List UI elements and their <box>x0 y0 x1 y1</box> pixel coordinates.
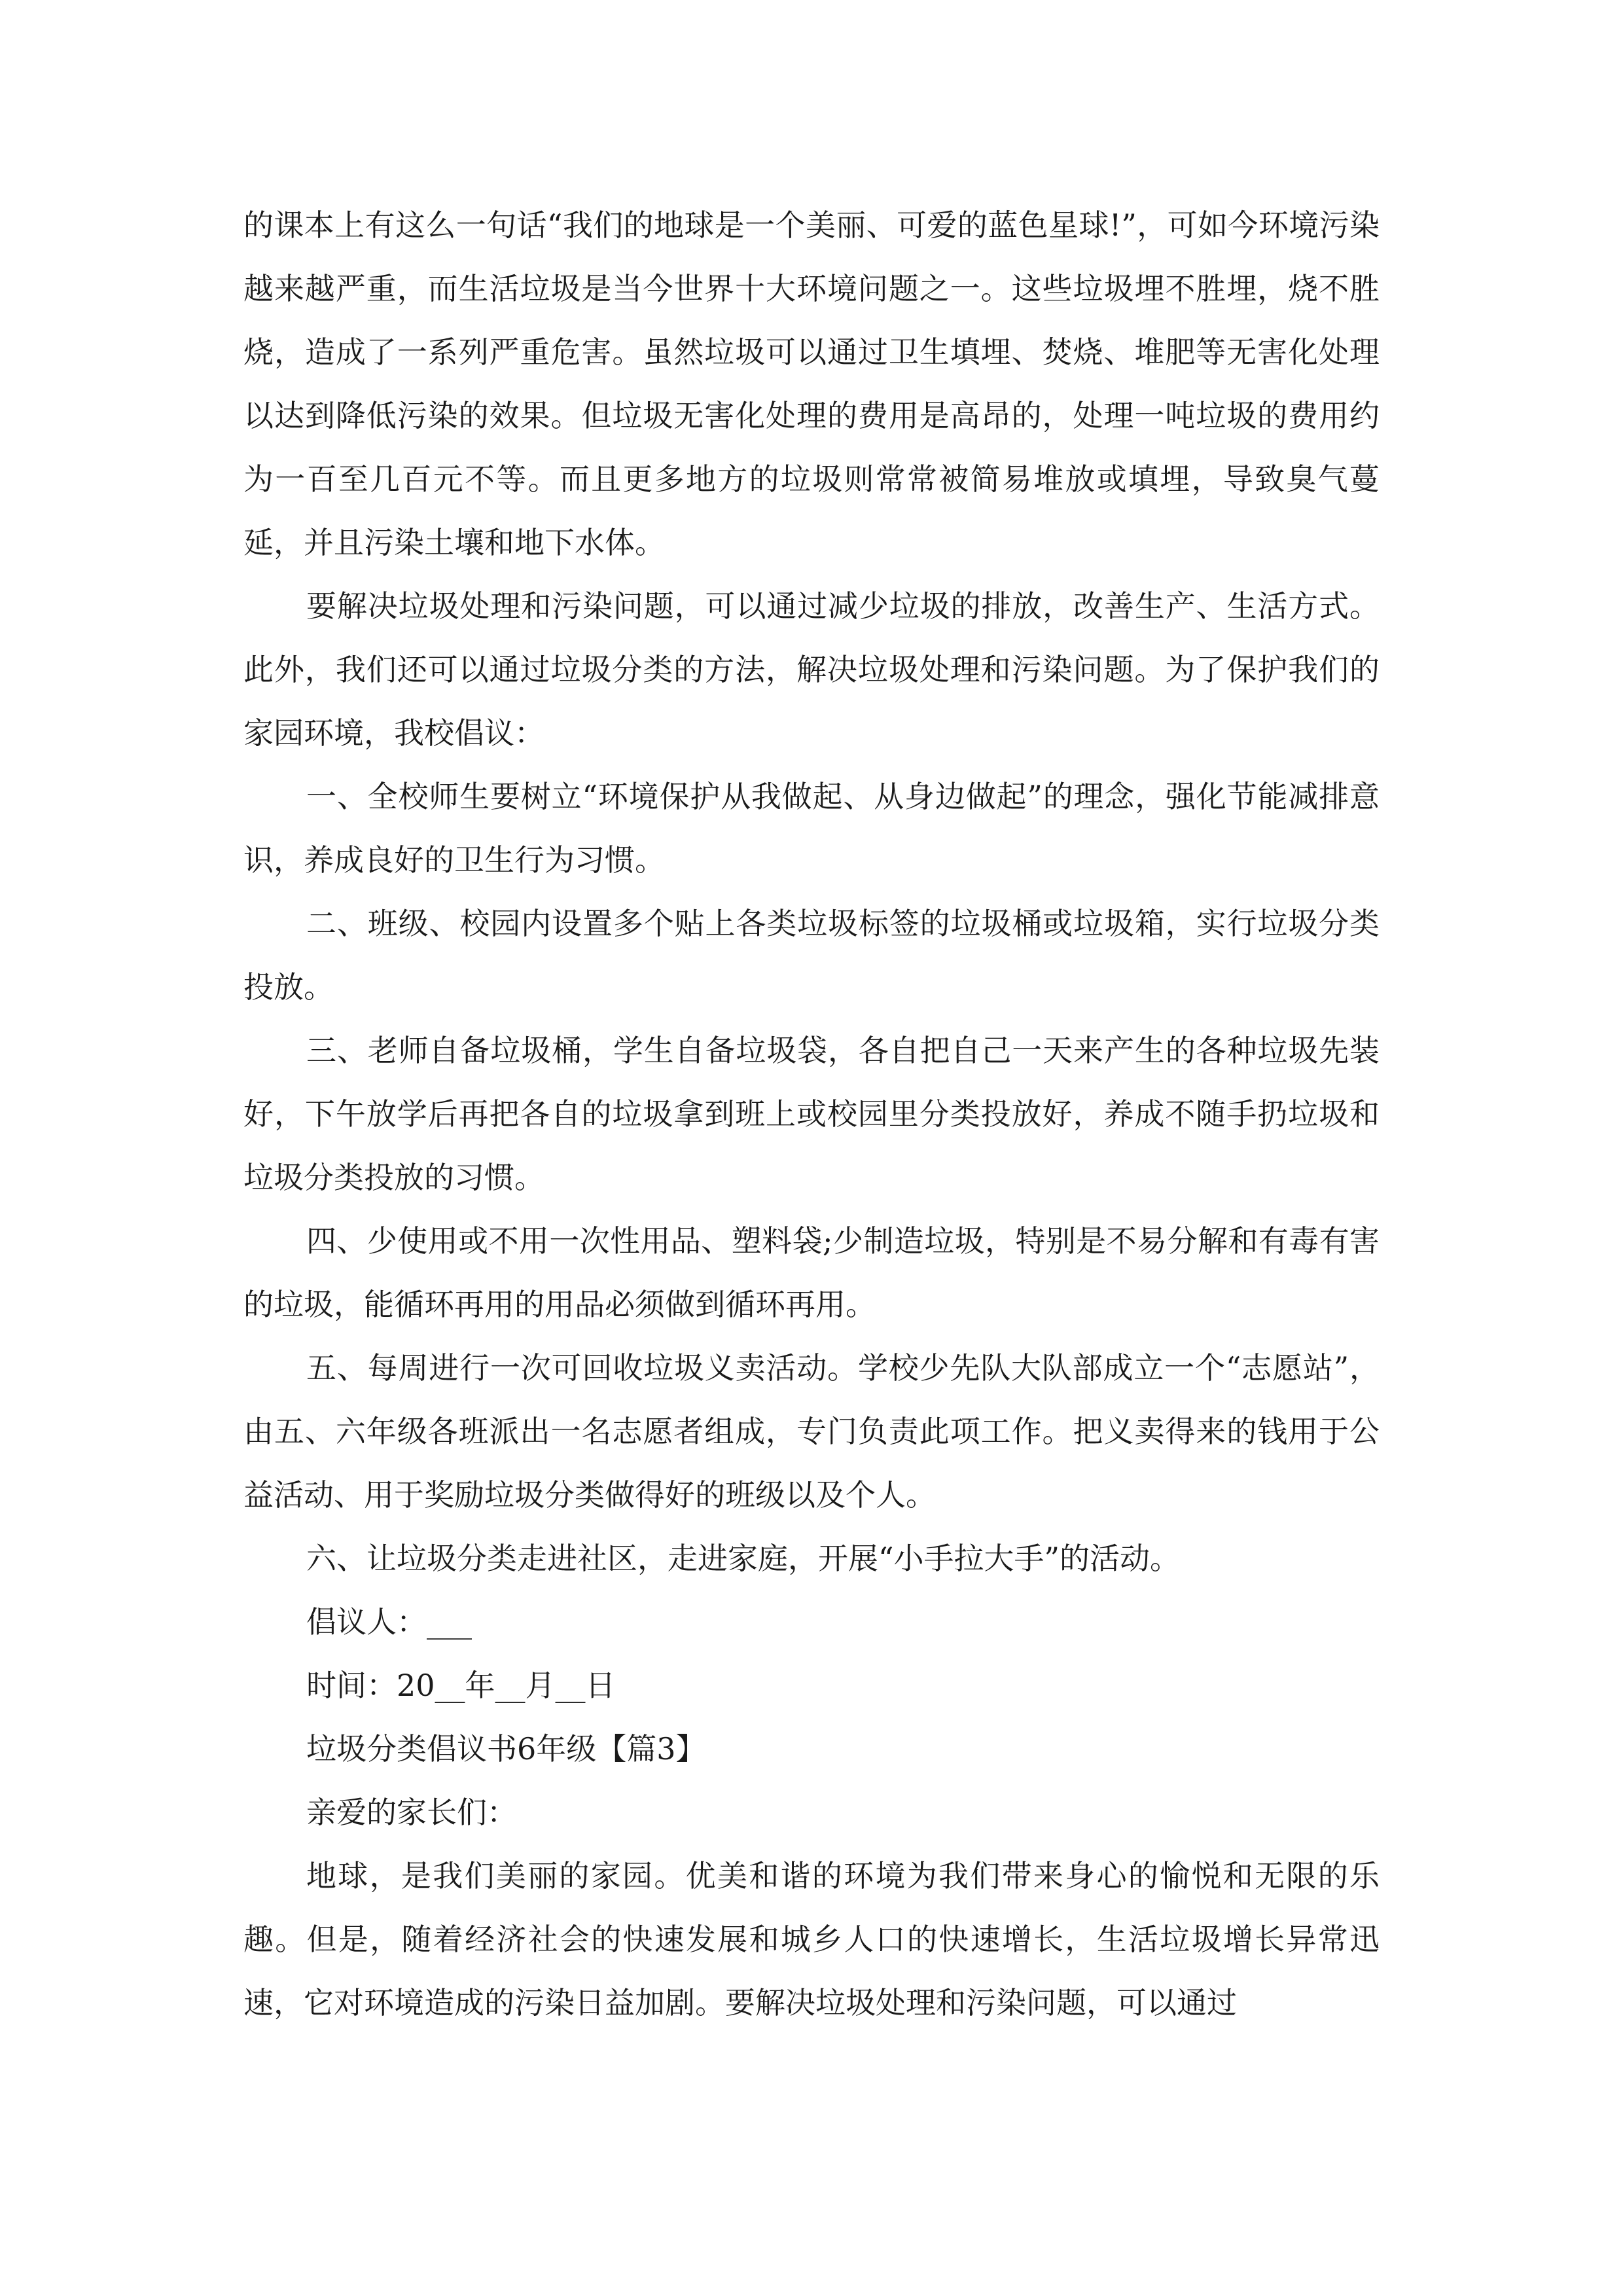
section-title: 垃圾分类倡议书6年级【篇3】 <box>306 1731 706 1767</box>
date-line: 时间：20__年__月__日 <box>306 1668 616 1703</box>
paragraph-proposal-intro: 要解决垃圾处理和污染问题，可以通过减少垃圾的排放，改善生产、生活方式。此外，我们还可以通过垃圾分类的方法，解决垃圾处理和污染问题。为了保护我们的家园环境，我校倡议： <box>243 588 1380 751</box>
proposal-item-6: 六、让垃圾分类走进社区，走进家庭，开展“小手拉大手”的活动。 <box>306 1541 1181 1576</box>
document-body <box>243 194 1380 2035</box>
proposal-item-1: 一、全校师生要树立“环境保护从我做起、从身边做起”的理念，强化节能减排意识，养成良好的卫生行为习惯。 <box>243 779 1380 878</box>
paragraph-earth-home: 地球，是我们美丽的家园。优美和谐的环境为我们带来身心的愉悦和无限的乐趣。但是，随着经济社会的快速发展和城乡人口的快速增长，生活垃圾增长异常迅速，它对环境造成的污染日益加剧。要解决垃圾处理和污染问题，可以通过 <box>243 1858 1380 2020</box>
paragraph-continuation: 的课本上有这么一句话“我们的地球是一个美丽、可爱的蓝色星球!”，可如今环境污染越来越严重，而生活垃圾是当今世界十大环境问题之一。这些垃圾埋不胜埋，烧不胜烧，造成了一系列严重危害。虽然垃圾可以通过卫生填埋、焚烧、堆肥等无害化处理以达到降低污染的效果。但垃圾无害化处理的费用是高昂的，处理一吨垃圾的费用约为一百至几百元不等。而且更多地方的垃圾则常常被简易堆放或填埋，导致臭气蔓延，并且污染土壤和地下水体。 <box>243 207 1380 560</box>
salutation: 亲爱的家长们： <box>306 1795 517 1830</box>
proposal-item-2: 二、班级、校园内设置多个贴上各类垃圾标签的垃圾桶或垃圾箱，实行垃圾分类投放。 <box>243 906 1380 1005</box>
proposal-item-3: 三、老师自备垃圾桶，学生自备垃圾袋，各自把自己一天来产生的各种垃圾先装好，下午放学后再把各自的垃圾拿到班上或校园里分类投放好，养成不随手扔垃圾和垃圾分类投放的习惯。 <box>243 1033 1380 1195</box>
proposer-line: 倡议人：___ <box>306 1604 472 1640</box>
proposal-item-4: 四、少使用或不用一次性用品、塑料袋;少制造垃圾，特别是不易分解和有毒有害的垃圾，能循环再用的用品必须做到循环再用。 <box>243 1223 1380 1322</box>
proposal-item-5: 五、每周进行一次可回收垃圾义卖活动。学校少先队大队部成立一个“志愿站”，由五、六年级各班派出一名志愿者组成，专门负责此项工作。把义卖得来的钱用于公益活动、用于奖励垃圾分类做得好的班级以及个人。 <box>243 1350 1380 1513</box>
